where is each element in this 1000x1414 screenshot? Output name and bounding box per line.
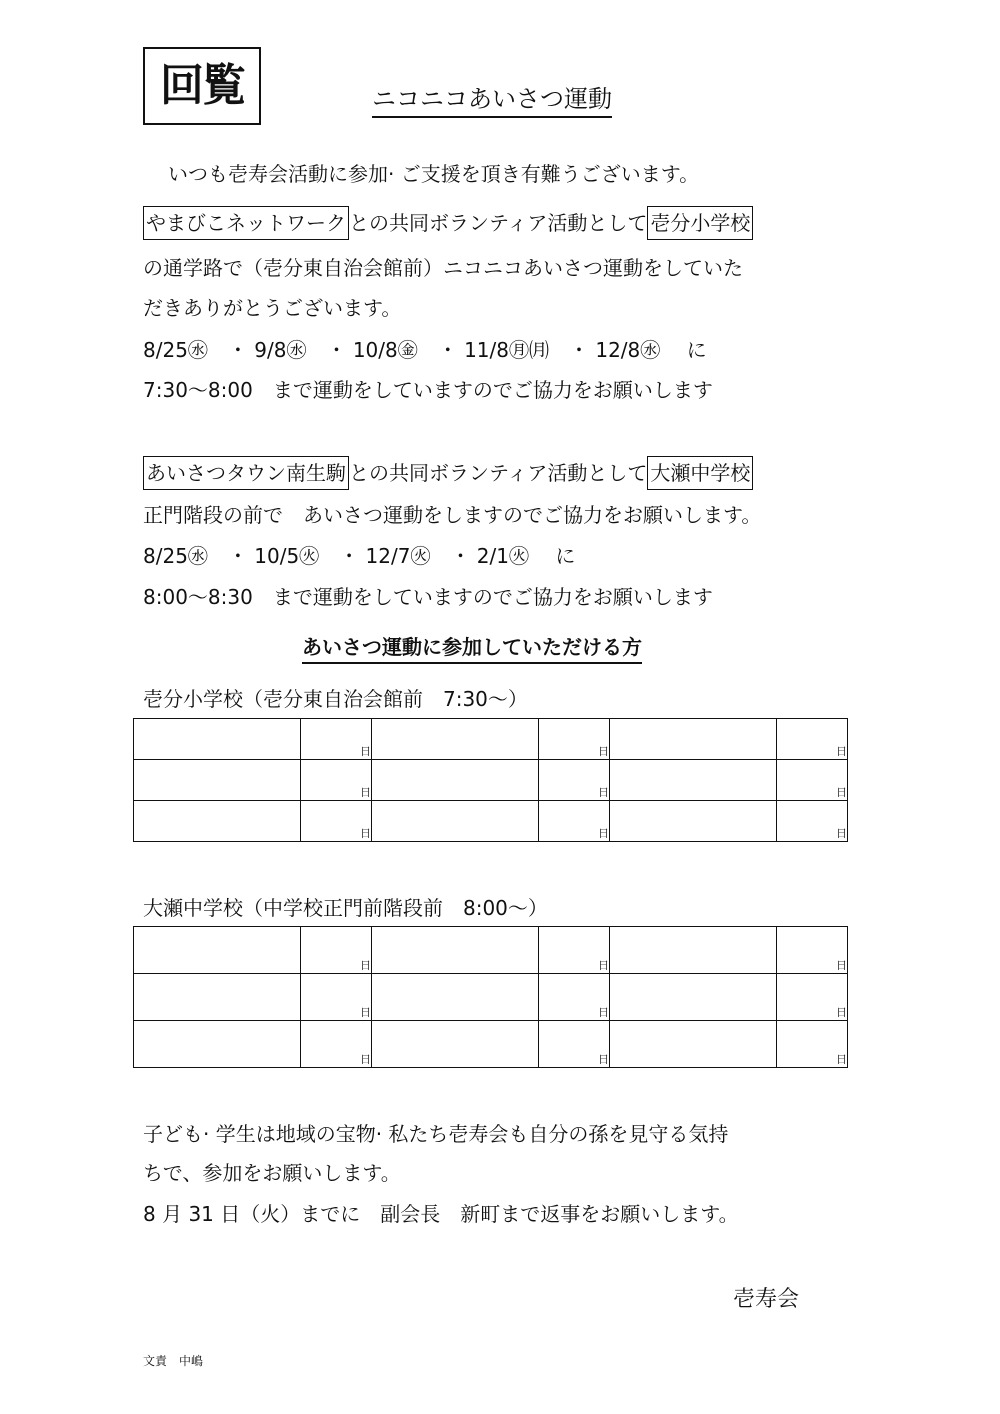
name-cell[interactable] xyxy=(134,801,301,842)
name-cell[interactable] xyxy=(134,927,301,974)
day-cell[interactable]: 日 xyxy=(301,1021,372,1068)
name-cell[interactable] xyxy=(610,801,777,842)
name-cell[interactable] xyxy=(134,760,301,801)
intro-text: いつも壱寿会活動に参加· ご支援を頂き有難うございます。 xyxy=(168,162,700,186)
circulation-stamp: 回覧 xyxy=(143,47,261,125)
block2-line2: 正門階段の前で あいさつ運動をしますのでご協力をお願いします。 xyxy=(143,503,762,527)
signup-heading: あいさつ運動に参加していただける方 xyxy=(302,634,642,664)
table-row xyxy=(134,974,848,1021)
name-cell[interactable] xyxy=(372,974,539,1021)
block2-dates: 8/25㊌ ・ 10/5㊋ ・ 12/7㊋ ・ 2/1㊋ に xyxy=(143,544,576,568)
day-cell[interactable]: 日 xyxy=(539,1021,610,1068)
closing-line1: 子ども· 学生は地域の宝物· 私たち壱寿会も自分の孫を見守る気持 xyxy=(143,1122,729,1146)
block1-line3: だきありがとうございます。 xyxy=(143,296,402,320)
block2-time: 8:00～8:30 まで運動をしていますのでご協力をお願いします xyxy=(143,585,713,609)
block2-school-box: 大瀬中学校 xyxy=(647,456,753,490)
block1-dates: 8/25㊌ ・ 9/8㊌ ・ 10/8㊎ ・ 11/8㊊㈪ ・ 12/8㊌ に xyxy=(143,338,707,362)
day-cell[interactable]: 日 xyxy=(777,801,848,842)
table2-caption: 大瀬中学校（中学校正門前階段前 8:00～） xyxy=(143,896,548,920)
block1-time: 7:30～8:00 まで運動をしていますのでご協力をお願いします xyxy=(143,378,713,402)
page-title: ニコニコあいさつ運動 xyxy=(372,84,612,118)
day-cell[interactable]: 日 xyxy=(777,927,848,974)
day-cell[interactable]: 日 xyxy=(539,760,610,801)
name-cell[interactable] xyxy=(134,719,301,760)
name-cell[interactable] xyxy=(610,1021,777,1068)
day-cell[interactable]: 日 xyxy=(301,974,372,1021)
table-row xyxy=(134,927,848,974)
day-cell[interactable]: 日 xyxy=(539,719,610,760)
footer-author: 文責 中嶋 xyxy=(143,1354,204,1368)
name-cell[interactable] xyxy=(134,1021,301,1068)
name-cell[interactable] xyxy=(372,760,539,801)
closing-line3: 8 月 31 日（火）までに 副会長 新町まで返事をお願いします。 xyxy=(143,1202,739,1226)
name-cell[interactable] xyxy=(372,927,539,974)
name-cell[interactable] xyxy=(372,801,539,842)
day-cell[interactable]: 日 xyxy=(539,974,610,1021)
table-row xyxy=(134,719,848,760)
block1-org-box: やまびこネットワーク xyxy=(143,206,349,240)
block1-first-line xyxy=(143,211,753,235)
name-cell[interactable] xyxy=(610,974,777,1021)
signature: 壱寿会 xyxy=(733,1287,800,1312)
block1-line2: の通学路で（壱分東自治会館前）ニコニコあいさつ運動をしていた xyxy=(143,256,743,280)
name-cell[interactable] xyxy=(610,719,777,760)
signup-table-2 xyxy=(133,926,848,1068)
day-cell[interactable]: 日 xyxy=(301,801,372,842)
day-cell[interactable]: 日 xyxy=(301,719,372,760)
signup-table-1 xyxy=(133,718,848,842)
day-cell[interactable]: 日 xyxy=(301,760,372,801)
block2-org-box: あいさつタウン南生駒 xyxy=(143,456,349,490)
block1-mid-text: との共同ボランティア活動として xyxy=(349,211,648,235)
block2-mid-text: との共同ボランティア活動として xyxy=(349,461,648,485)
day-cell[interactable]: 日 xyxy=(777,974,848,1021)
table1-caption: 壱分小学校（壱分東自治会館前 7:30～） xyxy=(143,687,528,711)
name-cell[interactable] xyxy=(610,760,777,801)
closing-line2: ちで、参加をお願いします。 xyxy=(143,1161,401,1185)
table-row xyxy=(134,1021,848,1068)
day-cell[interactable]: 日 xyxy=(777,760,848,801)
day-cell[interactable]: 日 xyxy=(539,927,610,974)
block1-school-box: 壱分小学校 xyxy=(647,206,753,240)
day-cell[interactable]: 日 xyxy=(539,801,610,842)
table-row xyxy=(134,760,848,801)
table-row xyxy=(134,801,848,842)
name-cell[interactable] xyxy=(372,1021,539,1068)
day-cell[interactable]: 日 xyxy=(301,927,372,974)
name-cell[interactable] xyxy=(610,927,777,974)
block2-first-line xyxy=(143,461,753,485)
name-cell[interactable] xyxy=(134,974,301,1021)
name-cell[interactable] xyxy=(372,719,539,760)
day-cell[interactable]: 日 xyxy=(777,1021,848,1068)
day-cell[interactable]: 日 xyxy=(777,719,848,760)
